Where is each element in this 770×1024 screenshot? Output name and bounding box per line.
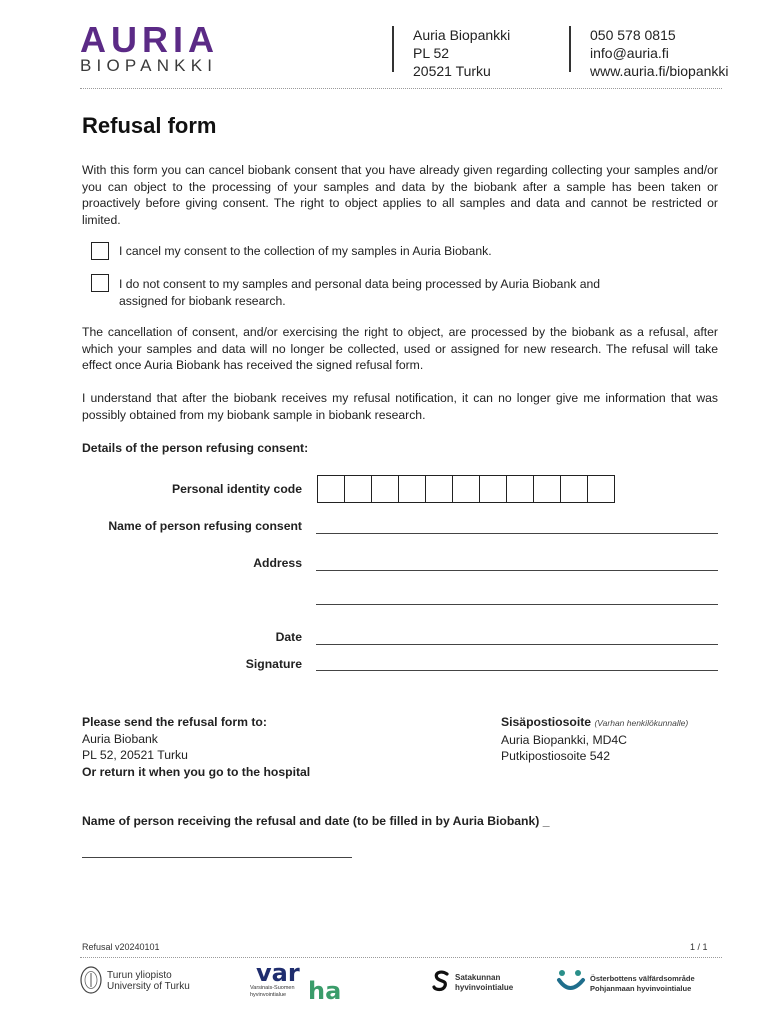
pid-digit-box[interactable] bbox=[588, 476, 614, 502]
address-line: Auria Biopankki bbox=[413, 27, 511, 43]
personal-identity-code-boxes[interactable] bbox=[317, 475, 615, 503]
varha-sub-line: Varsinais-Suomen bbox=[250, 985, 295, 991]
pid-label: Personal identity code bbox=[171, 482, 302, 496]
address-line: 20521 Turku bbox=[413, 63, 491, 79]
date-field[interactable] bbox=[316, 644, 718, 645]
satakunta-line: hyvinvointialue bbox=[455, 983, 514, 992]
object-processing-checkbox[interactable] bbox=[91, 274, 109, 292]
version-label: Refusal v20240101 bbox=[82, 942, 160, 952]
pohjanmaa-line: Pohjanmaan hyvinvointialue bbox=[590, 984, 692, 993]
receiver-label: Name of person receiving the refusal and date (to be filled in by Auria Biobank) _ bbox=[82, 814, 550, 828]
cancel-consent-checkbox[interactable] bbox=[91, 242, 109, 260]
internal-line: Putkipostiosoite 542 bbox=[501, 749, 611, 763]
pid-digit-box[interactable] bbox=[399, 476, 426, 502]
website: www.auria.fi/biopankki bbox=[590, 63, 729, 79]
signature-field[interactable] bbox=[316, 670, 718, 671]
svg-text:var: var bbox=[256, 959, 300, 987]
email: info@auria.fi bbox=[590, 45, 669, 61]
biopankki-logo-text: BIOPANKKI bbox=[80, 56, 218, 75]
pohjanmaa-logo-text bbox=[590, 974, 695, 994]
send-line: Auria Biobank bbox=[82, 731, 158, 746]
signature-label: Signature bbox=[245, 657, 302, 671]
object-processing-label bbox=[119, 276, 600, 309]
satakunta-logo-text bbox=[455, 973, 513, 993]
send-address-block bbox=[82, 714, 310, 780]
header-rule bbox=[80, 88, 722, 89]
pohjanmaa-line: Österbottens välfärdsområde bbox=[590, 974, 695, 983]
return-note: Or return it when you go to the hospital bbox=[82, 764, 311, 779]
name-field[interactable] bbox=[316, 533, 718, 534]
cancel-consent-label: I cancel my consent to the collection of my samples in Auria Biobank. bbox=[119, 244, 492, 258]
svg-text:ha: ha bbox=[308, 977, 342, 1003]
pid-digit-box[interactable] bbox=[480, 476, 507, 502]
address-field-line2[interactable] bbox=[316, 604, 718, 605]
date-label: Date bbox=[275, 630, 302, 644]
varha-sub-text bbox=[250, 985, 295, 999]
pid-digit-box[interactable] bbox=[453, 476, 480, 502]
details-heading: Details of the person refusing consent: bbox=[82, 441, 309, 455]
name-label: Name of person refusing consent bbox=[108, 519, 302, 533]
pid-digit-box[interactable] bbox=[507, 476, 534, 502]
satakunta-line: Satakunnan bbox=[455, 973, 501, 982]
utu-logo-text bbox=[107, 970, 190, 992]
header-divider bbox=[569, 26, 571, 72]
understand-paragraph: I understand that after the biobank receives my refusal notification, it can no longer give me information that was possibly obtained from my biobank sample in biobank research. bbox=[82, 391, 718, 422]
auria-logo: AURIA bbox=[80, 19, 219, 60]
footer-rule bbox=[80, 957, 722, 958]
cancellation-paragraph: The cancellation of consent, and/or exercising the right to object, are processed by the biobank as a refusal, after which your samples and data will no longer be collected, used or assigned for new research. The refusal will take effect once Auria Biobank has received the signed refusal form. bbox=[82, 325, 718, 372]
pid-digit-box[interactable] bbox=[318, 476, 345, 502]
utu-line: Turun yliopisto bbox=[107, 970, 172, 981]
utu-seal-icon bbox=[80, 966, 102, 994]
satakunta-logo-icon bbox=[432, 970, 450, 992]
label-line: I do not consent to my samples and personal data being processed by Auria Biobank and bbox=[119, 277, 601, 291]
send-heading: Please send the refusal form to: bbox=[82, 715, 267, 729]
header-contact bbox=[590, 26, 729, 80]
receiver-field[interactable] bbox=[82, 857, 352, 858]
internal-mail-block bbox=[501, 714, 688, 765]
address-field[interactable] bbox=[316, 570, 718, 571]
send-line: PL 52, 20521 Turku bbox=[82, 748, 188, 762]
header-address bbox=[413, 26, 510, 80]
pid-digit-box[interactable] bbox=[345, 476, 372, 502]
internal-heading: Sisäpostiosoite bbox=[501, 715, 592, 729]
phone: 050 578 0815 bbox=[590, 27, 676, 43]
internal-line: Auria Biopankki, MD4C bbox=[501, 732, 627, 747]
varha-sub-line: hyvinvointialue bbox=[250, 992, 287, 998]
page-number: 1 / 1 bbox=[690, 942, 708, 952]
header-divider bbox=[392, 26, 394, 72]
pid-digit-box[interactable] bbox=[561, 476, 588, 502]
pohjanmaa-logo-icon bbox=[556, 968, 586, 994]
address-line: PL 52 bbox=[413, 45, 450, 61]
internal-note: (Varhan henkilökunnalle) bbox=[594, 718, 689, 728]
label-line: assigned for biobank research. bbox=[119, 293, 286, 308]
utu-line: University of Turku bbox=[107, 981, 190, 992]
address-label: Address bbox=[253, 556, 302, 570]
page-title: Refusal form bbox=[82, 113, 217, 138]
pid-digit-box[interactable] bbox=[534, 476, 561, 502]
intro-paragraph: With this form you can cancel biobank consent that you have already given regarding collecting your samples and/or you can object to the processing of your samples and data by the biobank after a sample has been taken or proactively before giving consent. The right to object applies to all samples and data and cannot be restricted or limited. bbox=[82, 163, 718, 227]
pid-digit-box[interactable] bbox=[426, 476, 453, 502]
pid-digit-box[interactable] bbox=[372, 476, 399, 502]
